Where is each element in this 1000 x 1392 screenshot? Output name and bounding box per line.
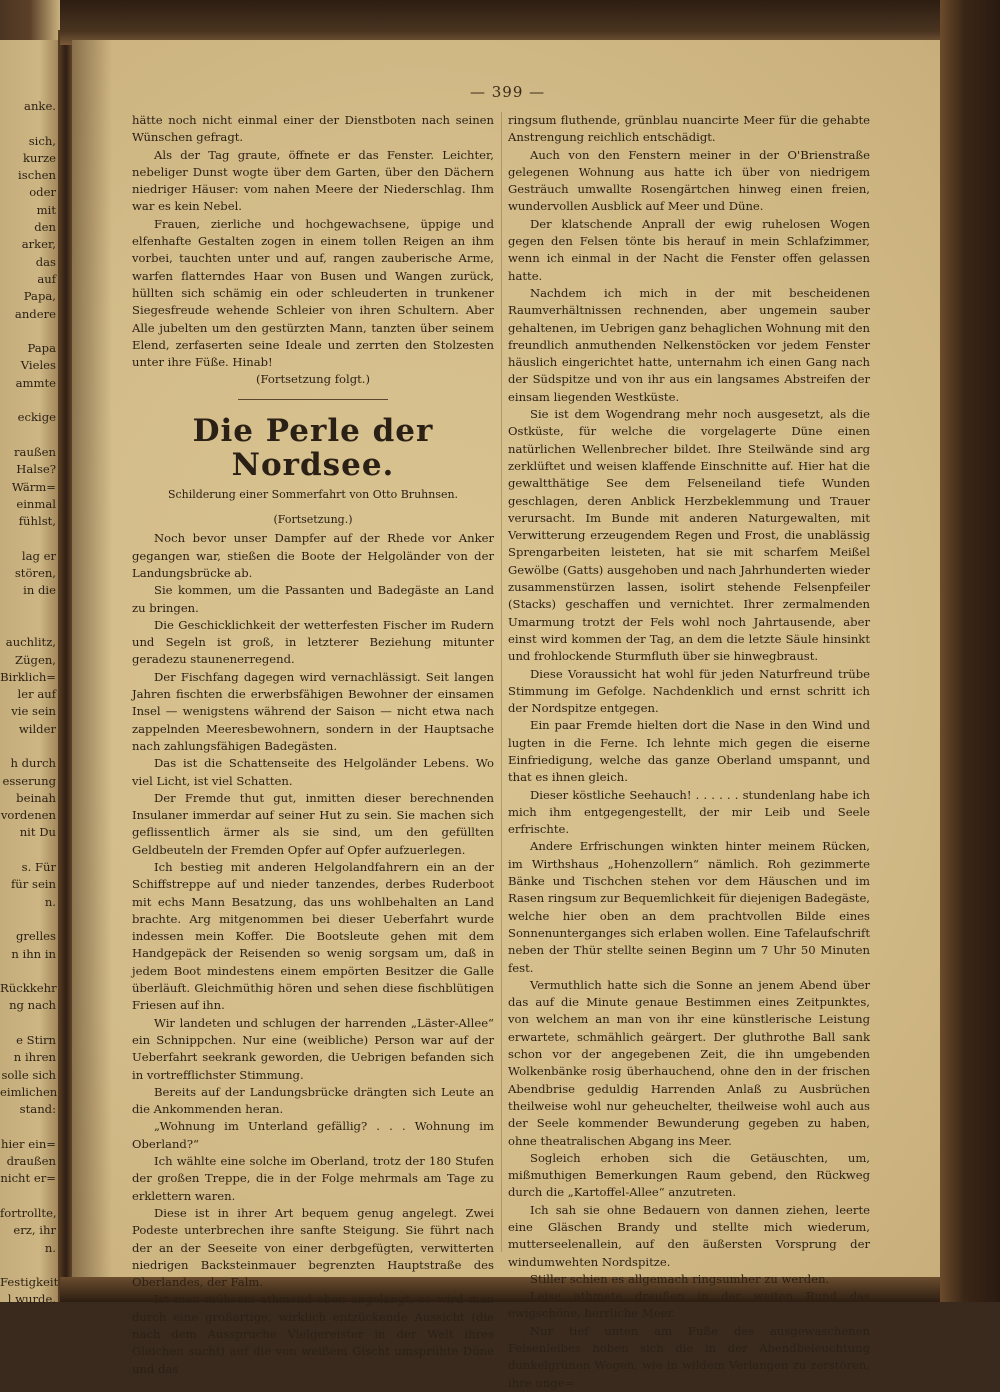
left-page-line: Festigkeit: [0, 1275, 59, 1290]
article-title: Die Perle der Nordsee.: [192, 412, 434, 483]
left-page-line: l wurde,: [7, 1292, 56, 1307]
left-page-line: in die: [23, 583, 56, 598]
article-body: [132, 530, 494, 1378]
page-number: — 399 —: [470, 83, 546, 101]
left-page-line: h durch: [10, 756, 56, 771]
left-page-line: hier ein=: [0, 1136, 56, 1151]
paragraph: Das ist die Schattenseite des Helgoländer Lebens. Wo viel Licht, ist viel Schatten.: [132, 756, 494, 788]
paragraph: Sogleich erhoben sich die Getäuschten, um, mißmuthigen Bemerkungen Raum gebend, den Rückweg durch die „Kartoffel-Allee“ anzutreten.: [508, 1150, 870, 1200]
paragraph: Die Geschicklichkeit der wetterfesten Fischer im Rudern und Segeln ist groß, in letzterer Beziehung mitunter geradezu staunenerregend.: [132, 617, 494, 667]
left-page-line: Halse?: [16, 462, 56, 477]
left-page-line: Zügen,: [15, 652, 56, 667]
left-page-line: ng nach: [9, 998, 56, 1013]
left-page-line: n ihn in: [11, 946, 56, 961]
left-page-line: solle sich: [1, 1067, 56, 1082]
left-page-line: kurze: [22, 150, 56, 165]
paragraph: Der klatschende Anprall der ewig ruhelosen Wogen gegen den Felsen tönte bis herauf in mein Schlafzimmer, wenn ich einmal in der Nacht die Fenster offen gelassen hatte.: [508, 216, 870, 283]
paragraph: Sie kommen, um die Passanten und Badegäste an Land zu bringen.: [132, 583, 494, 615]
left-page-line: [0, 1015, 62, 1032]
column-divider: [501, 112, 502, 1252]
left-page-line: n.: [44, 894, 56, 909]
left-page-line: esserung: [2, 773, 56, 788]
top-edge: [60, 0, 940, 45]
left-page-line: Rückkehr: [0, 981, 57, 996]
paragraph: Der Fremde thut gut, inmitten dieser berechnenden Insulaner immerdar auf seiner Hut zu sein. Sie machen sich geflissentlich ärmer als sie sind, um den gefüllten Geldbeuteln der Fremden Opfer auf Opfer aufzuerlegen.: [132, 790, 494, 857]
left-page-line: das: [35, 254, 56, 269]
left-page-line: andere: [14, 306, 56, 321]
left-page-line: eimlichen: [0, 1084, 58, 1099]
left-page-line: n ihren: [13, 1050, 56, 1065]
left-page-line: e Stirn: [16, 1033, 56, 1048]
left-page-line: [0, 617, 62, 634]
left-page-line: Birklich=: [0, 669, 56, 684]
left-page-line: [0, 1188, 62, 1205]
paragraph: Ich sah sie ohne Bedauern von dannen ziehen, leerte eine Gläschen Brandy und stellte mich wiederum, mutterseelenallein, auf den äußersten Vorsprung der windumwehten Nordspitze.: [508, 1202, 870, 1269]
paragraph: Nachdem ich mich in der mit bescheidenen Raumverhältnissen rechnenden, aber ungemein sauber gehaltenen, im Uebrigen ganz behaglichen Wohnung mit den freundlich anmuthenden Nelkenstöcken vor jedem Fenster häuslich eingerichtet hatte, unternahm ich einen Gang nach der Südspitze und von ihr aus ein langsames Abstreifen der einsam liegenden Westküste.: [508, 285, 870, 404]
article-subtitle: Schilderung einer Sommerfahrt von Otto Bruhnsen.: [167, 487, 459, 501]
left-page-line: [0, 1257, 62, 1274]
paragraph: Stiller schien es allgemach ringsumher zu werden.: [530, 1271, 830, 1286]
left-page-line: [0, 530, 62, 547]
paragraph: Diese ist in ihrer Art bequem genug angelegt. Zwei Podeste unterbrechen ihre sanfte Steigung. Sie führt nach der an der Seeseite von einer derbgefügten, verwitterten niedrigen Backsteinmauer begrenzten Hauptstraße des Oberlandes, der Falm.: [132, 1205, 494, 1290]
column-1: [132, 112, 494, 1378]
left-page-line: s. Für: [21, 860, 56, 875]
left-page-line: [0, 842, 62, 859]
article-continued: (Fortsetzung.): [273, 513, 353, 527]
left-page-line: Papa: [27, 341, 56, 356]
paragraph: hätte noch nicht einmal einer der Dienstboten nach seinen Wünschen gefragt.: [132, 113, 494, 145]
left-page-line: eckige: [17, 410, 56, 425]
paragraph: Bereits auf der Landungsbrücke drängten sich Leute an die Ankommenden heran.: [132, 1084, 494, 1117]
paragraph: Frauen, zierliche und hochgewachsene, üppige und elfenhafte Gestalten zogen in einem tollen Reigen an ihm vorbei, tauchten unter und auf, rangen zauberische Arme, warfen flatterndes Haar von Busen und Wangen zurück, hüllten sich schämig ein oder schleuderten in trunkener Siegesfreude wehende Schleier von ihren Schultern. Aber Alle jubelten um den gestürzten Mann, tanzten über seinem Elend, zerfaserten seine Ideale und zerrten den Stolzesten unter ihre Füße. Hinab!: [132, 216, 494, 370]
section-rule: [238, 399, 388, 400]
paragraph: Der Fischfang dagegen wird vernachlässigt. Seit langen Jahren fischten die erwerbsfähigen Bewohner der einsamen Insel — wenigstens während der Saison — nicht etwa nach zappelnden Meeresbewohnern, sondern in der Hauptsache nach zahlungsfähigen Badegästen.: [132, 669, 494, 753]
left-page-line: [0, 1119, 62, 1136]
left-page-fragments: [0, 98, 62, 1309]
left-page-line: draußen: [6, 1154, 56, 1169]
paragraph: „Wohnung im Unterland gefällig? . . . Wohnung im Oberland?“: [132, 1119, 494, 1151]
intro-paragraphs: [132, 112, 494, 371]
paragraph: Ich bestieg mit anderen Helgolandfahrern ein an der Schiffstreppe auf und nieder tanzendes, derbes Ruderboot mit echs Mann Besatzung, das uns wohlbehalten an Land brachte. Arg mitgenommen bei dieser Ueberfahrt wurde indessen mein Koffer. Die Bootsleute gehen mit dem Handgepäck der Reisenden so wenig sorgsam um, daß in jedem Boot mindestens einem empörten Besitzer die Galle überläuft. Gleichmüthig hören und sehen diese fischblütigen Friesen auf ihn.: [132, 859, 494, 1013]
paragraph: Ich wählte eine solche im Oberland, trotz der 180 Stufen der großen Treppe, die in der Folge mehrmals am Tage zu erklettern waren.: [132, 1154, 494, 1203]
left-page-line: stand:: [19, 1102, 56, 1117]
left-page-line: anke.: [24, 99, 56, 113]
paragraph: Leise athmete draußen in der weiten Rund das ewigschöne, herrliche Meer.: [508, 1289, 870, 1321]
left-page-line: [0, 600, 62, 617]
left-page-line: [0, 427, 62, 444]
left-page-line: [0, 392, 62, 409]
left-page-line: [0, 738, 62, 755]
right-edge: [940, 0, 1000, 1302]
left-page-line: Papa,: [23, 289, 56, 304]
left-page-line: arker,: [21, 237, 56, 252]
left-page-line: [0, 323, 62, 340]
left-page-line: grelles: [15, 929, 56, 944]
paragraph: Noch bevor unser Dampfer auf der Rhede vor Anker gegangen war, stießen die Boote der Helgoländer von der Landungsbrücke ab.: [132, 531, 494, 580]
left-page-line: oder: [29, 185, 56, 200]
paragraph: Nur tief unten am Fuße des ausgewaschenen Felsenleibes hoben sich die in der Abendbeleuchtung dunkelgrünen Wogen, wie in wildem Verlangen zu zerstören, ihre unge=: [508, 1323, 870, 1390]
paragraph: Andere Erfrischungen winkten hinter meinem Rücken, im Wirthshaus „Hohenzollern“ nämlich. Roh gezimmerte Bänke und Tischchen stehen vor dem Häuschen und im Rasen ringsum zur Bequemlichkeit für diejenigen Badegäste, welche hier oben an dem prachtvollen Bilde eines Sonnenunterganges sich erlaben wollen. Eine Tafelaufschrift neben der Thür stellte seinen Beginn um 7 Uhr 50 Minuten fest.: [508, 839, 870, 975]
left-page-line: lag er: [21, 548, 56, 563]
left-page-line: nit Du: [19, 825, 56, 840]
paragraph: Wir landeten und schlugen der harrenden „Läster-Allee“ ein Schnippchen. Nur eine (weibliche) Person war auf der Ueberfahrt seekrank geworden, die Uebrigen befanden sich in vortrefflichster Stimmung.: [132, 1015, 494, 1082]
paragraph: Ist man mühsam athmend oben angelangt, so wird man durch eine großartige, wirklich entzückende Aussicht (die nach dem Ausspruche Vielgereister in der Welt ihres Gleichen sucht) auf die von weißem Gischt umsprühte Düne und das: [132, 1292, 494, 1376]
paragraph: Sie ist dem Wogendrang mehr noch ausgesetzt, als die Ostküste, für welche die vorgelagerte Düne einen natürlichen Wellenbrecher bildet. Ihre Steilwände sind arg zerklüftet und weisen klaffende Einschnitte auf. Hier hat die gewaltthätige See dem Felseneiland tiefe Wunden geschlagen, deren Anblick Herzbeklemmung und Trauer verursacht. Im Bunde mit anderen Naturgewalten, mit Verwitterung erzeugendem Regen und Frost, die unablässig Sprengarbeiten leisteten, hat sie mit scharfem Meißel Gewölbe (Gatts) ausgehoben und nach Jahrhunderten wieder zusammenstürzen lassen, isolirt stehende Felsenpfeiler (Stacks) geschaffen und vernichtet. Ihrer zermalmenden Umarmung trotzt der Fels wohl noch Jahrtausende, aber einst wird kommen der Tag, an dem die letzte Säule hinsinkt und frohlockende Sturmfluth über sie hinwegbraust.: [508, 407, 870, 664]
left-page-line: Vieles: [20, 358, 56, 373]
left-page-line: raußen: [14, 444, 56, 459]
left-page-line: für sein: [11, 877, 56, 892]
left-page-line: fühlst,: [18, 514, 56, 529]
left-page-line: ler auf: [17, 687, 56, 702]
left-page-line: ischen: [18, 168, 56, 183]
left-page-line: beinah: [16, 790, 56, 805]
paragraph: Diese Voraussicht hat wohl für jeden Naturfreund trübe Stimmung im Gefolge. Nachdenklich und ernst schritt ich der Nordspitze entgegen.: [508, 666, 870, 716]
left-page-line: wilder: [18, 721, 56, 736]
paragraph: Auch von den Fenstern meiner in der O'Brienstraße gelegenen Wohnung aus hatte ich über von niedrigem Gesträuch umwallte Rosengärtchen hinweg einen freien, wundervollen Ausblick auf Meer und Düne.: [508, 147, 870, 214]
left-page-line: ammte: [15, 375, 56, 390]
left-page-line: mit: [36, 202, 56, 217]
left-page-line: sich,: [28, 133, 56, 148]
paragraph: Als der Tag graute, öffnete er das Fenster. Leichter, nebeliger Dunst wogte über dem Garten, über den Dächern niedriger Häuser: vom nahen Meere der Niederschlag. Ihm war es kein Nebel.: [132, 147, 494, 214]
left-page-line: vie sein: [11, 704, 56, 719]
paragraph: Ein paar Fremde hielten dort die Nase in den Wind und lugten in die Ferne. Ich lehnte mich gegen die eiserne Einfriedigung, welche das ganze Oberland umspannt, und that es ihnen gleich.: [508, 718, 870, 785]
column-2: [508, 112, 870, 1392]
left-page-line: vordenen: [0, 808, 56, 823]
paragraph: ringsum fluthende, grünblau nuancirte Meer für die gehabte Anstrengung reichlich entschädigt.: [508, 113, 870, 145]
left-page-line: auf: [37, 271, 56, 286]
left-page-line: nicht er=: [0, 1171, 56, 1186]
article-body-continued: [508, 112, 870, 1392]
left-page-line: Wärm=: [11, 479, 56, 494]
left-page-line: stören,: [14, 566, 56, 581]
left-page-line: [0, 911, 62, 928]
left-page-line: erz, ihr: [13, 1223, 56, 1238]
left-page-line: auchlitz,: [5, 635, 56, 650]
left-page-line: n.: [44, 1240, 56, 1255]
left-page-line: [0, 115, 62, 132]
left-page-line: einmal: [16, 496, 56, 511]
left-page-line: [0, 963, 62, 980]
page-fold-shadow: [72, 40, 112, 1285]
left-page-line: den: [34, 220, 56, 235]
continuation-note: (Fortsetzung folgt.): [255, 372, 370, 387]
paragraph: Dieser köstliche Seehauch! . . . . . . stundenlang habe ich mich ihm entgegengestellt, der mir Leib und Seele erfrischte.: [508, 787, 870, 837]
paragraph: Vermuthlich hatte sich die Sonne an jenem Abend über das auf die Minute genaue Bestimmen eines Zeitpunktes, von welchem an man von ihr eine künstlerische Leistung erwartete, schmählich geärgert. Der gluthrothe Ball sank schon vor der angegebenen Zeit, die ihn umgebenden Wolkenbänke rosig überhauchend, ohne den in der frischen Abendbrise geduldig Harrenden Anlaß zu Ausbrüchen theilweise wohl nur geheuchelter, theilweise wohl auch aus der Seele kommender Bewunderung gegeben zu haben, ohne theatralischen Abgang ins Meer.: [508, 977, 870, 1148]
left-page-line: fortrollte,: [0, 1206, 57, 1220]
